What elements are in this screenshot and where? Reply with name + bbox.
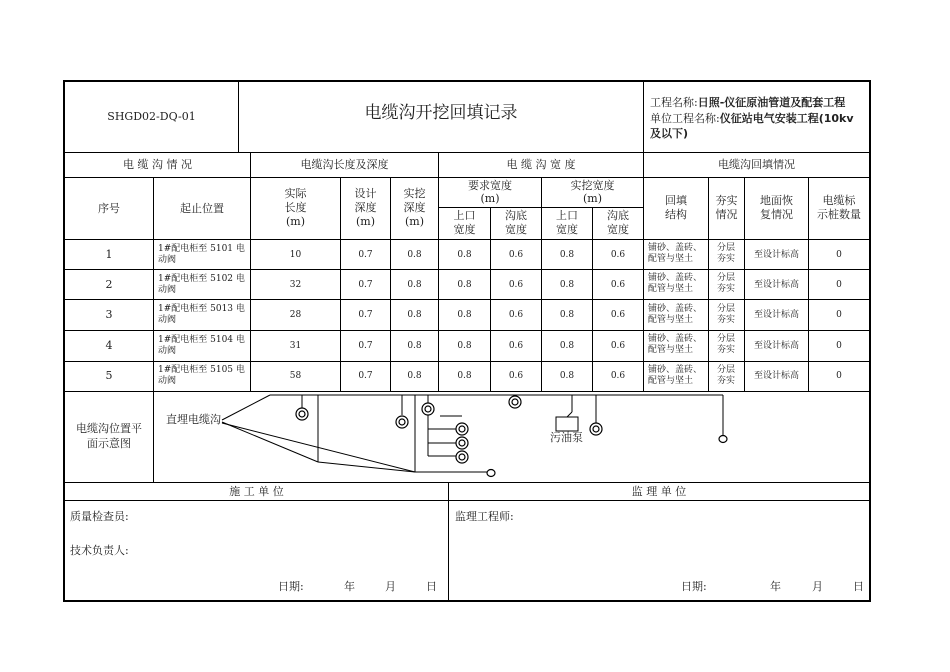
trench-label: 直埋电缆沟: [166, 413, 221, 426]
col-req-top: 上口 宽度: [453, 209, 476, 236]
col-compaction: 夯实 情况: [715, 194, 738, 221]
cell-position: 1#配电柜至 5102 电动阀: [158, 274, 245, 295]
project-name: 工程名称:日照-仪征原油管道及配套工程: [650, 96, 846, 109]
cell-act-top: 0.8: [559, 341, 575, 351]
col-design-depth: 设计 深度 (m): [354, 187, 377, 228]
cell-act-top: 0.8: [559, 280, 575, 290]
cell-act-top: 0.8: [559, 310, 575, 320]
cell-compaction: 分层夯实: [717, 243, 736, 264]
col-actual-depth: 实挖 深度 (m): [403, 187, 426, 228]
cell-actual-depth: 0.8: [407, 280, 422, 290]
cell-surface: 至设计标高: [753, 280, 799, 290]
cell-design-depth: 0.7: [358, 341, 373, 351]
cell-seq: 3: [105, 308, 113, 321]
cell-position: 1#配电柜至 5013 电动阀: [158, 304, 245, 325]
cell-actual-depth: 0.8: [407, 341, 422, 351]
cell-structure: 铺砂、盖砖、配管与坚土: [648, 273, 703, 294]
cell-seq: 1: [105, 248, 113, 261]
cell-markers: 0: [836, 341, 842, 351]
cell-actual-depth: 0.8: [407, 250, 422, 260]
cell-structure: 铺砂、盖砖、配管与坚土: [648, 243, 703, 264]
supervisor-label: 监理工程师:: [455, 510, 514, 523]
cell-structure: 铺砂、盖砖、配管与坚土: [648, 365, 703, 386]
cell-markers: 0: [836, 310, 842, 320]
cell-position: 1#配电柜至 5105 电动阀: [158, 365, 245, 386]
quality-inspector-label: 质量检查员:: [70, 510, 129, 523]
form-code: SHGD02-DQ-01: [107, 110, 196, 123]
diagram-row-label: 电缆沟位置平面示意图: [76, 422, 142, 450]
cell-actual-depth: 0.8: [407, 310, 422, 320]
cell-structure: 铺砂、盖砖、配管与坚土: [648, 304, 703, 325]
cell-req-top: 0.8: [457, 250, 472, 260]
tech-lead-label: 技术负责人:: [70, 544, 129, 557]
cell-act-bottom: 0.6: [610, 250, 626, 260]
cell-length: 32: [289, 280, 302, 290]
cell-length: 58: [289, 371, 302, 381]
cell-compaction: 分层夯实: [717, 334, 736, 355]
cell-act-bottom: 0.6: [610, 280, 626, 290]
col-position: 起止位置: [180, 202, 224, 215]
col-seq: 序号: [98, 202, 120, 215]
col-marker: 电缆标 示桩数量: [817, 194, 861, 221]
cell-markers: 0: [836, 280, 842, 290]
cell-act-bottom: 0.6: [610, 371, 626, 381]
cell-req-top: 0.8: [457, 371, 472, 381]
cell-seq: 4: [105, 339, 113, 352]
section-width: 电 缆 沟 宽 度: [506, 158, 576, 171]
cell-compaction: 分层夯实: [717, 365, 736, 386]
cell-actual-depth: 0.8: [407, 371, 422, 381]
cell-length: 28: [289, 310, 302, 320]
cell-req-bottom: 0.6: [508, 250, 524, 260]
cell-surface: 至设计标高: [753, 310, 799, 320]
cell-compaction: 分层夯实: [717, 304, 736, 325]
cell-markers: 0: [836, 250, 842, 260]
cell-req-bottom: 0.6: [508, 371, 524, 381]
cell-req-bottom: 0.6: [508, 280, 524, 290]
cell-compaction: 分层夯实: [717, 273, 736, 294]
cell-markers: 0: [836, 371, 842, 381]
cell-design-depth: 0.7: [358, 250, 373, 260]
supervision-unit-header: 监 理 单 位: [631, 485, 687, 498]
cell-seq: 5: [105, 369, 113, 382]
col-act-bottom: 沟底 宽度: [607, 209, 629, 236]
cell-act-top: 0.8: [559, 371, 575, 381]
cell-surface: 至设计标高: [753, 250, 799, 260]
col-actual-width: 实挖宽度 (m): [570, 179, 615, 205]
col-actual-length: 实际 长度 (m): [284, 187, 307, 228]
pump-label: 污油泵: [550, 431, 583, 444]
cell-design-depth: 0.7: [358, 371, 373, 381]
cell-design-depth: 0.7: [358, 310, 373, 320]
cell-act-bottom: 0.6: [610, 341, 626, 351]
col-backfill-structure: 回填 结构: [665, 194, 687, 221]
cell-seq: 2: [105, 278, 113, 291]
cell-act-bottom: 0.6: [610, 310, 626, 320]
cell-act-top: 0.8: [559, 250, 575, 260]
cell-surface: 至设计标高: [753, 341, 799, 351]
section-backfill: 电缆沟回填情况: [718, 158, 795, 171]
cell-req-bottom: 0.6: [508, 310, 524, 320]
cell-length: 31: [289, 341, 302, 351]
cell-req-top: 0.8: [457, 280, 472, 290]
cell-surface: 至设计标高: [753, 371, 799, 381]
cell-req-top: 0.8: [457, 310, 472, 320]
cell-structure: 铺砂、盖砖、配管与坚土: [648, 334, 703, 355]
section-trench-info: 电 缆 沟 情 况: [123, 158, 192, 171]
cell-req-top: 0.8: [457, 341, 472, 351]
cell-position: 1#配电柜至 5101 电动阀: [158, 244, 245, 265]
construction-unit-header: 施 工 单 位: [229, 485, 284, 498]
col-required-width: 要求宽度 (m): [468, 179, 512, 205]
unit-project-name-cont: 及以下): [650, 127, 689, 140]
col-act-top: 上口 宽度: [556, 209, 578, 236]
col-surface: 地面恢 复情况: [760, 194, 793, 221]
cell-position: 1#配电柜至 5104 电动阀: [158, 335, 245, 356]
section-length-depth: 电缆沟长度及深度: [300, 158, 389, 171]
col-req-bottom: 沟底 宽度: [505, 209, 527, 236]
cell-design-depth: 0.7: [358, 280, 373, 290]
unit-project-name: 单位工程名称:仪征站电气安装工程(10kv: [650, 112, 854, 125]
cell-req-bottom: 0.6: [508, 341, 524, 351]
cell-length: 10: [289, 250, 302, 260]
page-title: 电缆沟开挖回填记录: [364, 103, 518, 123]
